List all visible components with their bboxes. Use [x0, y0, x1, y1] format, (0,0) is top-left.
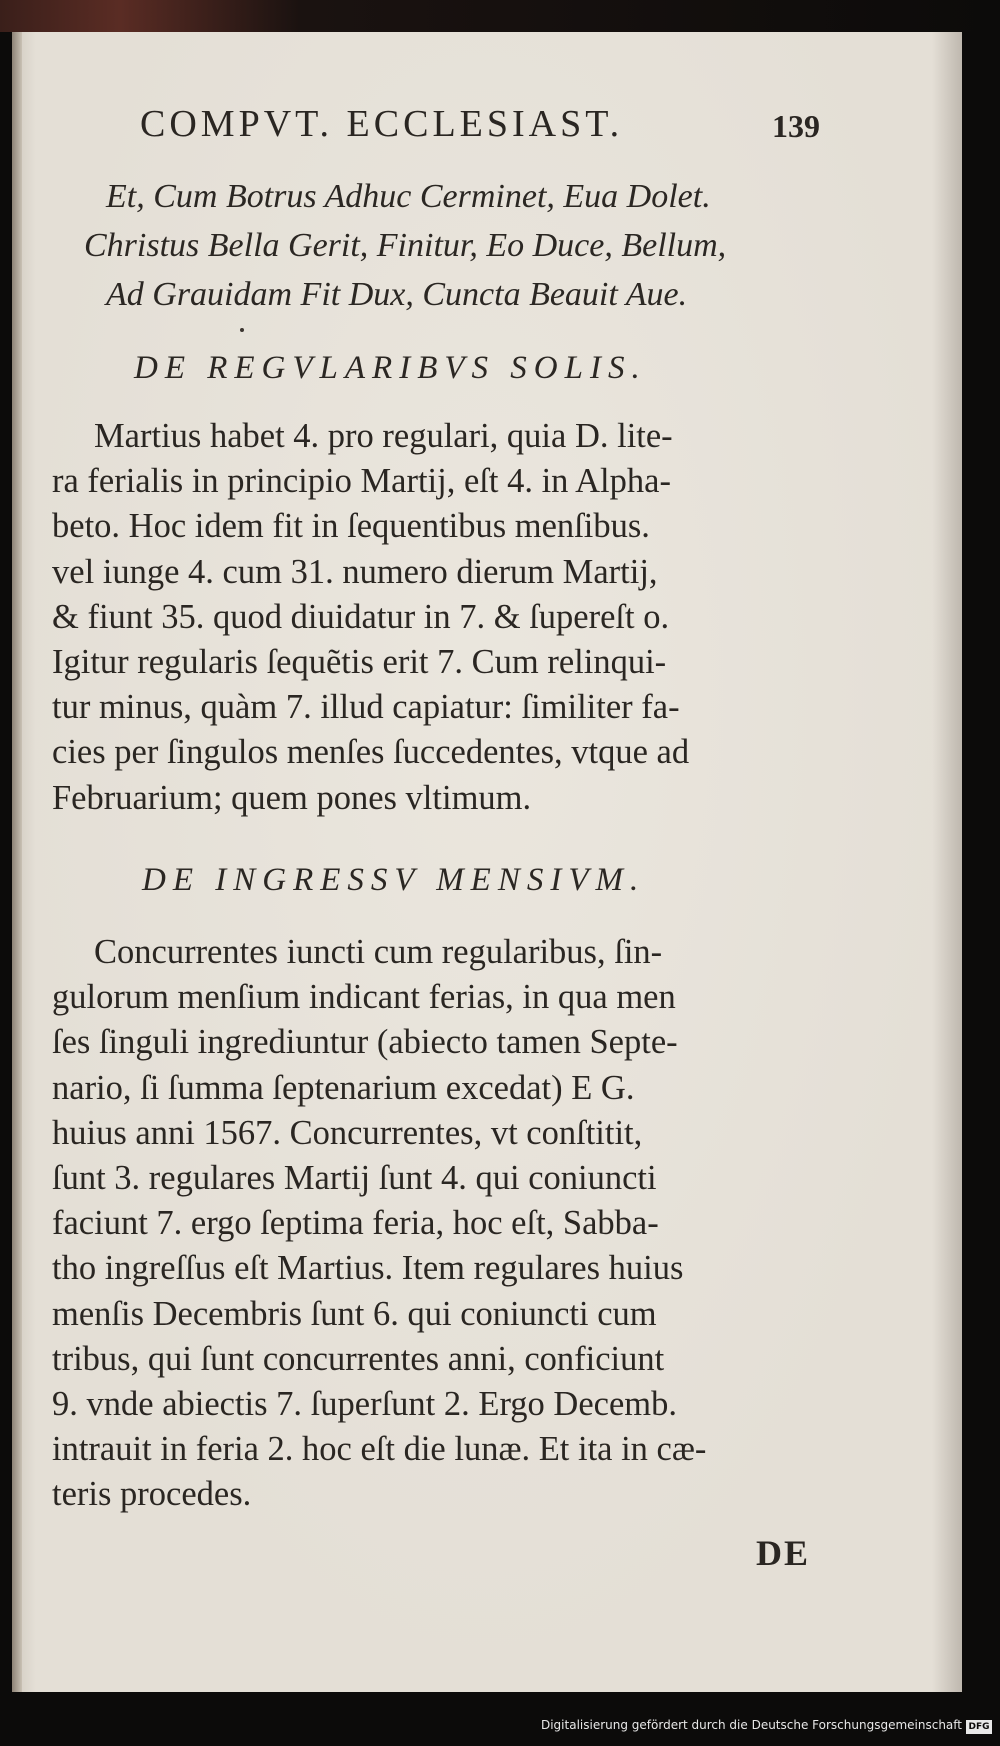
text-line: Februarium; quem pones vltimum. [52, 778, 532, 817]
running-head: COMPVT. ECCLESIAST. [140, 103, 624, 145]
text-line: Concurrentes iuncti cum regularibus, ſin- [94, 933, 663, 971]
text-line: teris procedes. [52, 1475, 252, 1514]
text-line: tho ingreſſus eſt Martius. Item regulares huius [52, 1249, 684, 1288]
verse-block [84, 172, 804, 319]
verse-line: Ad Grauidam Fit Dux, Cuncta Beauit Aue. [106, 276, 688, 313]
page-header [140, 102, 820, 162]
verse-line: Et, Cum Botrus Adhuc Cerminet, Eua Dolet. [106, 178, 711, 215]
page-number: 139 [772, 108, 820, 144]
text-line: tribus, qui ſunt concurrentes anni, conficiunt [52, 1339, 665, 1378]
text-line: intrauit in feria 2. hoc eſt die lunæ. Et ita in cæ- [52, 1430, 707, 1469]
binding-edge [12, 32, 22, 1692]
text-line: & fiunt 35. quod diuidatur in 7. & ſupereſt o. [52, 597, 670, 636]
text-line: gulorum menſium indicant ferias, in qua men [52, 978, 676, 1017]
text-line: ſunt 3. regulares Martij ſunt 4. qui coniuncti [52, 1159, 657, 1198]
text-line: ſes ſinguli ingrediuntur (abiecto tamen Septe- [52, 1023, 678, 1062]
text-line: nario, ſi ſumma ſeptenarium excedat) E G. [52, 1068, 635, 1107]
verse-line: Christus Bella Gerit, Finitur, Eo Duce, Bellum, [84, 227, 727, 264]
text-line: Igitur regularis ſequẽtis erit 7. Cum relinqui- [52, 643, 667, 682]
text-line: tur minus, quàm 7. illud capiatur: ſimiliter fa- [52, 688, 680, 727]
text-line: menſis Decembris ſunt 6. qui coniuncti cum [52, 1294, 657, 1333]
text-line: huius anni 1567. Concurrentes, vt conſtitit, [52, 1113, 643, 1152]
paragraph-regularibus [52, 414, 822, 821]
section-heading-regularibus: DE REGVLARIBVS SOLIS. [134, 350, 647, 386]
dfg-logo-icon: DFG [966, 1720, 992, 1734]
text-line: cies per ſingulos menſes ſuccedentes, vtque ad [52, 733, 690, 772]
text-line: vel iunge 4. cum 31. numero dierum Martij, [52, 552, 658, 591]
scan-top-edge [0, 0, 1000, 32]
book-page [12, 32, 962, 1692]
text-line: beto. Hoc idem fit in ſequentibus menſibus. [52, 507, 650, 546]
footer-bar [0, 1692, 1000, 1746]
ink-speck [240, 328, 244, 332]
text-line: Martius habet 4. pro regulari, quia D. lite- [94, 417, 673, 455]
catchword: DE [755, 1533, 810, 1573]
text-line: ra ferialis in principio Martij, eſt 4. in Alpha- [52, 462, 671, 501]
text-line: faciunt 7. ergo ſeptima feria, hoc eſt, Sabba- [52, 1204, 659, 1243]
funding-credit: Digitalisierung gefördert durch die Deutsche Forschungsgemeinschaft [540, 1718, 962, 1732]
text-line: 9. vnde abiectis 7. ſuperſunt 2. Ergo Decemb. [52, 1385, 677, 1424]
section-heading-ingressu: DE INGRESSV MENSIVM. [142, 862, 646, 898]
paragraph-ingressu [52, 930, 822, 1518]
